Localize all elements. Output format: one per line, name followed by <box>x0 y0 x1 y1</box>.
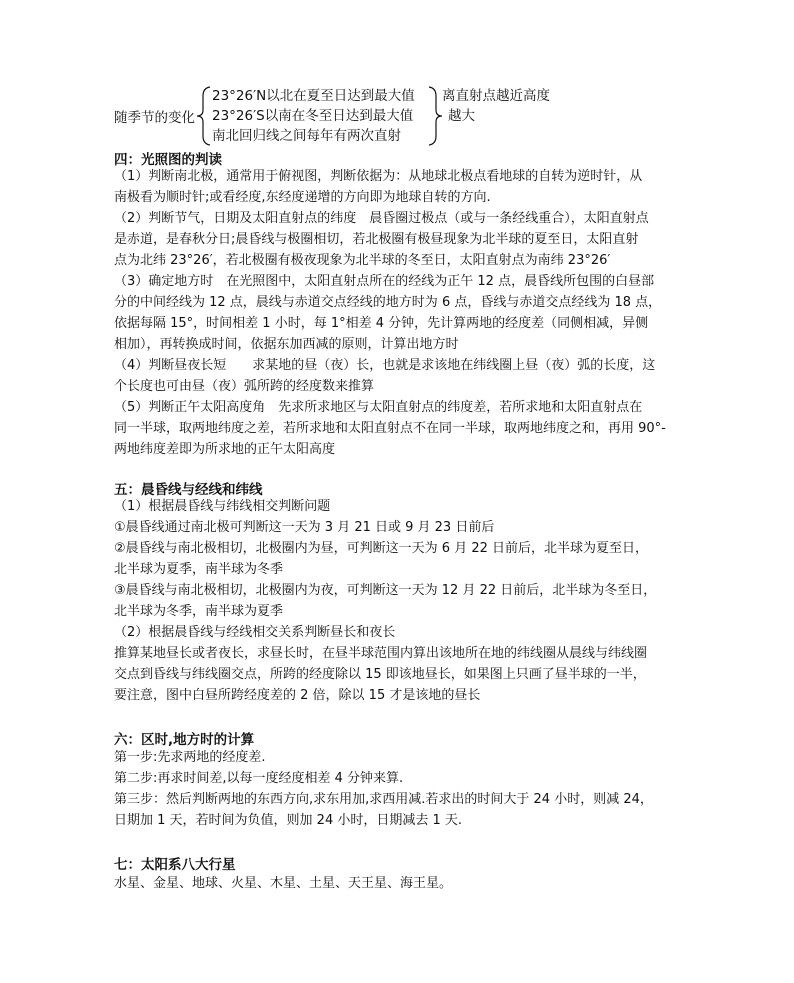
text-line: 是赤道，是春秋分日;晨昏线与极圈相切，若北极圈有极昼现象为北半球的夏至日，太阳直射 <box>114 232 639 247</box>
text-line: ①晨昏线通过南北极可判断这一天为 3 月 21 日或 9 月 23 日前后 <box>114 520 495 535</box>
text-line: （2）判断节气，日期及太阳直射点的纬度 晨昏圈过极点（或与一条经线重合），太阳直射点 <box>114 211 649 226</box>
text-line: （4）判断昼夜长短 求某地的昼（夜）长，也就是求该地在纬线圈上昼（夜）弧的长度，这 <box>114 358 656 373</box>
season-result-line: 越大 <box>448 108 475 124</box>
section-7-body <box>114 873 684 894</box>
section-6-body <box>114 747 684 831</box>
text-line: 第三步：然后判断两地的东西方向,求东用加,求西用减.若求出的时间大于 24 小时，则减 24， <box>114 792 653 807</box>
section-7-title: 七：太阳系八大行星 <box>114 857 236 873</box>
section-6-title: 六：区时,地方时的计算 <box>114 732 255 748</box>
text-line: 两地纬度差即为所求地的正午太阳高度 <box>114 442 336 457</box>
text-line: 相加），再转换成时间，依据东加西减的原则，计算出地方时 <box>114 337 459 352</box>
season-result-line: 离直射点越近高度 <box>442 88 550 104</box>
season-line: 23°26′S以南在冬至日达到最大值 <box>212 108 414 124</box>
right-brace <box>427 86 443 146</box>
text-line: 个长度也可由昼（夜）弧所跨的经度数来推算 <box>114 379 375 394</box>
text-line: （3）确定地方时 在光照图中，太阳直射点所在的经线为正午 12 点，晨昏线所包围的白昼部 <box>114 274 655 289</box>
text-line: 日期加 1 天，若时间为负值，则加 24 小时，日期减去 1 天. <box>114 813 463 828</box>
text-line: ③晨昏线与南北极相切，北极圈内为夜，可判断这一天为 12 月 22 日前后，北半球为冬至日， <box>114 583 657 598</box>
text-line: ②晨昏线与南北极相切，北极圈内为昼，可判断这一天为 6 月 22 日前后，北半球为夏至日， <box>114 541 648 556</box>
text-line: 交点到昏线与纬线圈交点，所跨的经度除以 15 即该地昼长，如果图上只画了昼半球的一半， <box>114 667 646 682</box>
text-line: 点为北纬 23°26′，若北极圈有极夜现象为北半球的冬至日，太阳直射点为南纬 23°26′ <box>114 253 611 268</box>
text-line: （2）根据晨昏线与经线相交关系判断昼长和夜长 <box>114 625 396 640</box>
season-line: 南北回归线之间每年有两次直射 <box>212 128 401 144</box>
text-line: 第一步:先求两地的经度差. <box>114 750 266 765</box>
text-line: 推算某地昼长或者夜长，求昼长时，在昼半球范围内算出该地所在地的纬线圈从晨线与纬线圈 <box>114 646 648 661</box>
text-line: 南极看为顺时针;或看经度,东经度递增的方向即为地球自转的方向. <box>114 190 491 205</box>
text-line: 同一半球，取两地纬度之差，若所求地和太阳直射点不在同一半球，取两地纬度之和，再用 90°- <box>114 421 666 436</box>
section-5-body <box>114 496 684 706</box>
text-line: 第二步:再求时间差,以每一度经度相差 4 分钟来算. <box>114 771 404 786</box>
section-4-title: 四：光照图的判读 <box>114 152 222 168</box>
section-4-body <box>114 166 684 460</box>
text-line: （5）判断正午太阳高度角 先求所求地区与太阳直射点的纬度差，若所求地和太阳直射点在 <box>114 400 643 415</box>
text-line: （1）根据晨昏线与纬线相交判断问题 <box>114 499 331 514</box>
season-line: 23°26′N以北在夏至日达到最大值 <box>212 88 415 104</box>
text-line: 分的中间经线为 12 点，晨线与赤道交点经线的地方时为 6 点，昏线与赤道交点经线为 18 点， <box>114 295 662 310</box>
text-line: 北半球为夏季，南半球为冬季 <box>114 562 284 577</box>
left-brace <box>196 86 212 146</box>
season-result <box>442 86 550 126</box>
text-line: （1）判断南北极，通常用于俯视图，判断依据为：从地球北极点看地球的自转为逆时针，从 <box>114 169 643 184</box>
season-label: 随季节的变化 <box>114 110 195 126</box>
text-line: 依据每隔 15°，时间相差 1 小时，每 1°相差 4 分钟，先计算两地的经度差（同侧相减，异侧 <box>114 316 649 331</box>
text-line: 水星、金星、地球、火星、木星、土星、天王星、海王星。 <box>114 876 453 891</box>
section-5-title: 五：晨昏线与经线和纬线 <box>114 482 263 498</box>
season-lines <box>212 86 415 146</box>
text-line: 要注意，图中白昼所跨经度差的 2 倍，除以 15 才是该地的昼长 <box>114 688 481 703</box>
text-line: 北半球为冬季，南半球为夏季 <box>114 604 284 619</box>
